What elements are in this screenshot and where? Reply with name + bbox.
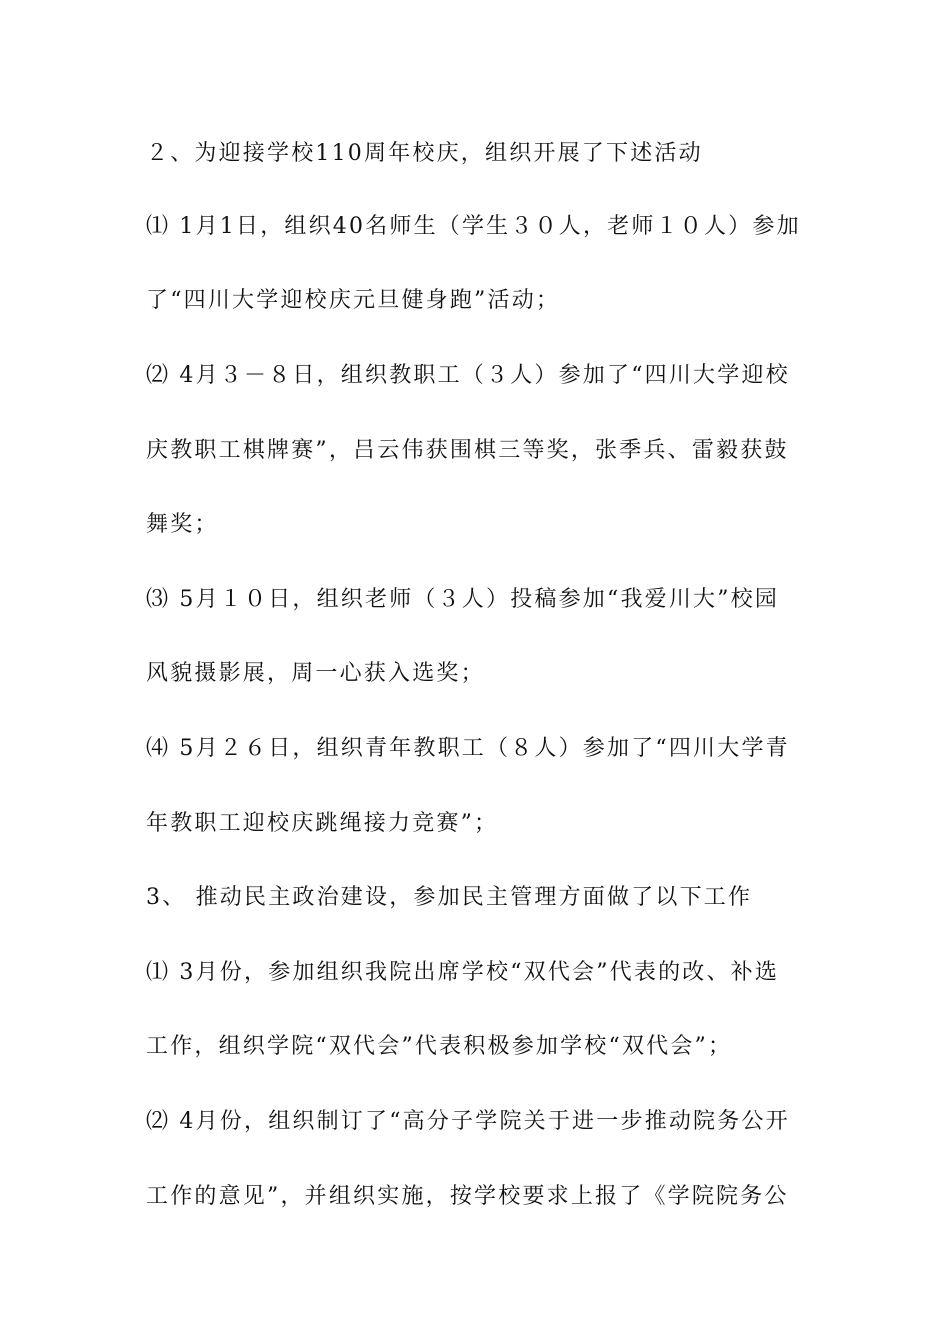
paragraph-line: 庆教职工棋牌赛”，吕云伟获围棋三等奖，张季兵、雷毅获鼓 <box>146 438 789 463</box>
paragraph-line: 风貌摄影展，周一心获入选奖； <box>146 661 485 686</box>
paragraph-line: ⑷ 5月２６日，组织青年教职工（８人）参加了“四川大学青 <box>146 736 790 761</box>
paragraph-line: ⑶ 5月１０日，组织老师（３人）投稿参加“我爱川大”校园 <box>146 587 780 612</box>
paragraph-line: 3、 推动民主政治建设，参加民主管理方面做了以下工作 <box>146 885 753 910</box>
paragraph-line: 了“四川大学迎校庆元旦健身跑”活动； <box>146 288 561 313</box>
paragraph-line: 工作的意见”，并组织实施，按学校要求上报了《学院院务公 <box>146 1184 789 1209</box>
paragraph-line: ２、为迎接学校110周年校庆，组织开展了下述活动 <box>146 141 703 166</box>
paragraph-line: 工作，组织学院“双代会”代表积极参加学校“双代会”； <box>146 1034 733 1059</box>
paragraph-line: ⑵ 4月份，组织制订了“高分子学院关于进一步推动院务公开 <box>146 1109 790 1134</box>
paragraph-line: 舞奖； <box>146 512 219 537</box>
paragraph-line: ⑵ 4月３－８日，组织教职工（３人）参加了“四川大学迎校 <box>146 363 790 388</box>
paragraph-line: ⑴ 1月1日，组织40名师生（学生３０人，老师１０人）参加 <box>146 214 801 239</box>
paragraph-line: ⑴ 3月份，参加组织我院出席学校“双代会”代表的改、补选 <box>146 960 780 985</box>
paragraph-line: 年教职工迎校庆跳绳接力竞赛”； <box>146 811 499 836</box>
